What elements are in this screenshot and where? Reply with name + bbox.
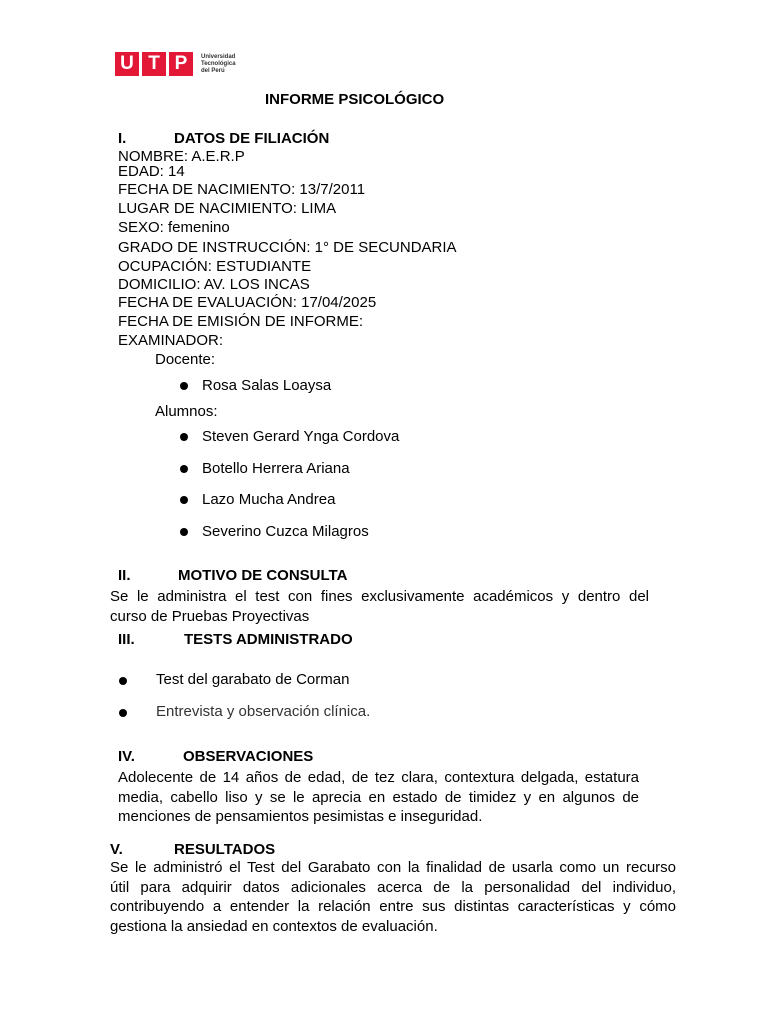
- bullet-icon: [180, 496, 188, 504]
- alumno-name: Steven Gerard Ynga Cordova: [202, 428, 400, 445]
- bullet-icon: [119, 677, 127, 685]
- field-fecha-evaluacion: FECHA DE EVALUACIÓN: 17/04/2025: [118, 294, 377, 311]
- test-item: Test del garabato de Corman: [156, 671, 350, 688]
- section-3-heading: TESTS ADMINISTRADO: [184, 631, 353, 648]
- section-2-number: II.: [118, 567, 131, 584]
- field-fecha-nacimiento: FECHA DE NACIMIENTO: 13/7/2011: [118, 181, 366, 198]
- section-4-text: Adolecente de 14 años de edad, de tez clara, contextura delgada, estatura media, cabello liso y se le aprecia en estado de timidez y en algunos de menciones de pensamientos pesimistas e inseguridad.: [118, 769, 639, 825]
- section-5-heading: RESULTADOS: [174, 841, 276, 858]
- field-fecha-emision: FECHA DE EMISIÓN DE INFORME:: [118, 313, 364, 330]
- docente-name: Rosa Salas Loaysa: [202, 377, 332, 394]
- document-title: INFORME PSICOLÓGICO: [265, 91, 445, 108]
- test-item: Entrevista y observación clínica.: [156, 703, 371, 720]
- docente-label: Docente:: [155, 351, 216, 368]
- bullet-icon: [180, 433, 188, 441]
- alumno-name: Severino Cuzca Milagros: [202, 523, 369, 540]
- field-ocupacion: OCUPACIÓN: ESTUDIANTE: [118, 258, 312, 275]
- field-nombre: NOMBRE: A.E.R.P: [118, 148, 245, 165]
- logo-letter-t: T: [142, 52, 166, 76]
- section-2-text: Se le administra el test con fines exclusivamente académicos y dentro del curso de Pruebas Proyectivas: [110, 588, 649, 625]
- field-domicilio: DOMICILIO: AV. LOS INCAS: [118, 276, 310, 293]
- bullet-icon: [180, 465, 188, 473]
- section-2-heading: MOTIVO DE CONSULTA: [178, 567, 348, 584]
- bullet-icon: [119, 709, 127, 717]
- section-3-number: III.: [118, 631, 135, 648]
- alumnos-label: Alumnos:: [155, 403, 218, 420]
- section-5-number: V.: [110, 841, 123, 858]
- alumno-name: Lazo Mucha Andrea: [202, 491, 336, 508]
- section-4-heading: OBSERVACIONES: [183, 748, 314, 765]
- alumno-name: Botello Herrera Ariana: [202, 460, 350, 477]
- field-grado-instruccion: GRADO DE INSTRUCCIÓN: 1° DE SECUNDARIA: [118, 239, 457, 256]
- section-4-number: IV.: [118, 748, 135, 765]
- logo-text: Universidad Tecnológica del Perú: [201, 53, 236, 74]
- field-sexo: SEXO: femenino: [118, 219, 230, 236]
- field-examinador: EXAMINADOR:: [118, 332, 224, 349]
- section-5-text: Se le administró el Test del Garabato con la finalidad de usarla como un recurso útil para adquirir datos adicionales acerca de la personalidad del individuo, contribuyendo a entender la relación entre sus distintas características y cómo gestiona la ansiedad en contextos de evaluación.: [110, 859, 676, 935]
- field-edad: EDAD: 14: [118, 163, 185, 180]
- utp-logo: [115, 52, 236, 76]
- logo-letter-p: P: [169, 52, 193, 76]
- section-1-number: I.: [118, 130, 127, 147]
- section-1-heading: DATOS DE FILIACIÓN: [174, 130, 330, 147]
- logo-letter-u: U: [115, 52, 139, 76]
- bullet-icon: [180, 382, 188, 390]
- field-lugar-nacimiento: LUGAR DE NACIMIENTO: LIMA: [118, 200, 337, 217]
- bullet-icon: [180, 528, 188, 536]
